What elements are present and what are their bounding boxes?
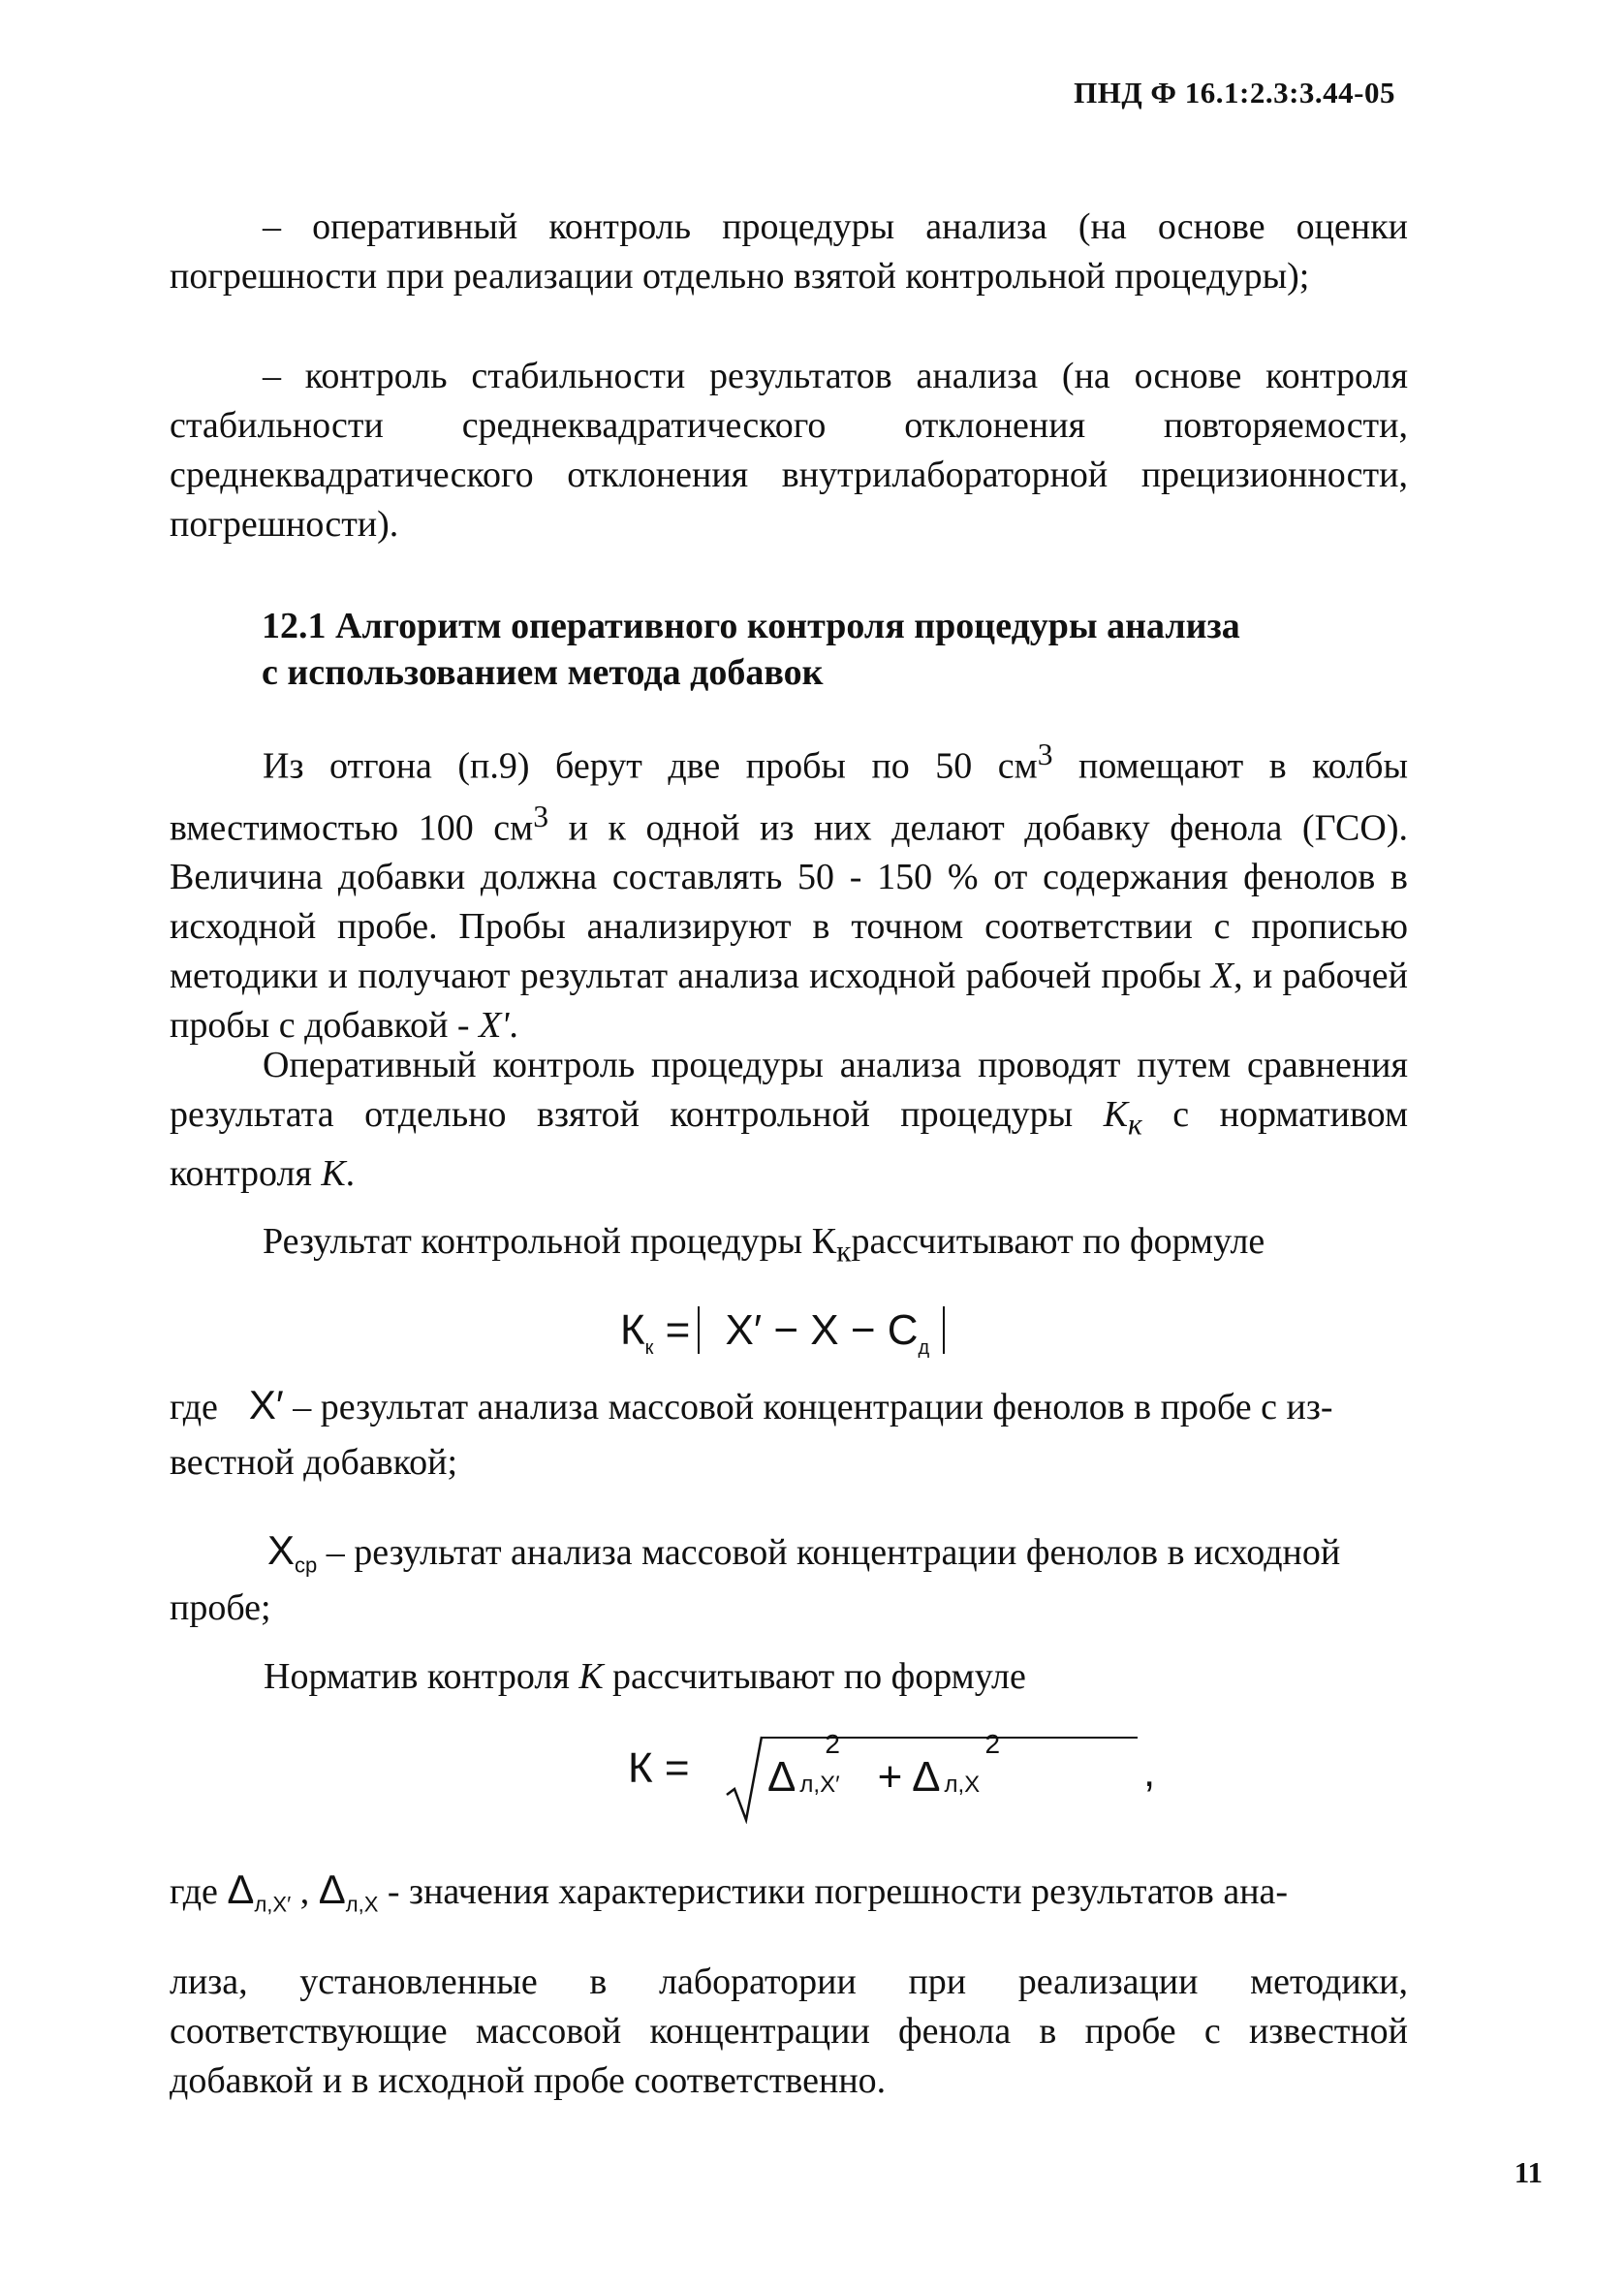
absolute-value-bars: $X' - X - C_д$ [698, 1306, 945, 1354]
paragraph-sampling: Из отгона (п.9) берут две пробы по 50 $см^3$ помещают в колбы вместимостью 100 $см^3$ и к одной из них делают добавку фенола (ГСО). Величина добавки должна составлять 50 - 150 % от содержания фенолов в исходной пробе. Пробы анализируют в точном соответствии с прописью методики и получают результат анализа исходной рабочей пробы X, и рабочей пробы с добавкой - X'. [170, 737, 1409, 1047]
page-number: 11 [1514, 2155, 1543, 2189]
definition-x-prime-cont: вестной добавкой; [170, 1442, 458, 1483]
paragraph-kk-intro: Результат контрольной процедуры $К_крассчитывают$ по формуле [263, 1221, 1265, 1269]
radical-bar [762, 1737, 1138, 1739]
formula-kk: $К_к = X' - X - C_д$ [620, 1306, 945, 1360]
definition-deltas: где $\Delta_{л,X'}$ , $\Delta_{л,X}$ - значения характеристики погрешности результатов ана- [170, 1867, 1289, 1917]
section-heading-line1: 12.1 Алгоритм оперативного контроля процедуры анализа [262, 606, 1240, 646]
definition-deltas-cont: лиза, установленные в лаборатории при реализации методики, соответствующие массовой концентрации фенола в пробе с известной добавкой и в исходной пробе соответственно. [170, 1961, 1408, 2101]
definition-x-cp-cont: пробе; [170, 1587, 271, 1628]
section-heading-line2: с использованием метода добавок [262, 652, 824, 693]
square-root-sign [725, 1735, 764, 1824]
paragraph-k-intro: Норматив контроля К рассчитывают по формуле [264, 1656, 1026, 1697]
document-page: ПНД Ф 16.1:2.3:3.44-05 – оперативный контроль процедуры анализа (на основе оценки погрешности при реализации отдельно взятой контрольной процедуры); – контроль стабильности результатов анализа (на основе контроля стабильности среднеквадратического отклонения повторяемости, среднеквадратического отклонения внутрилабораторной прецизионности, погрешности). 12.1 Алгоритм оперативного контроля процедуры анализа с использованием метода добавок Из отгона (п.9) берут две пробы по 50 $см^3$ помещают в колбы вместимостью 100 $см^3$ и к одной из них делают добавку фенола (ГСО). Величина добавки должна составлять 50 - 150 % от содержания фенолов в исходной пробе. Пробы анализируют в точном соответствии с прописью методики и получают результат анализа исходной рабочей пробы X, и рабочей пробы с добавкой - X'. Оперативный контроль процедуры анализа проводят путем сравнения результата отдельно взятой контрольной процедуры $К_к$ с нормативом контроля К. Результат контрольной процедуры $К_крассчитывают$ по формуле $К_к = X' - X - C_д$ где X′ – результат анализа массовой концентрации фенолов в пробе с из- вестной добавкой; $X_{ср}$ – результат анализа массовой концентрации фенолов в исходной пробе; Норматив контроля К рассчитывают по формуле К = Δ 2 л,X′ + Δ 2 л,X , где $\Delta_{л,X'}$ , $\Delta_{л,X}$ - значения характеристики погрешности результатов ана- лиза, установленные в лаборатории при реализации методики, соответствующие массовой концентрации фенола в пробе с известной добавкой и в исходной пробе соответственно. 11 [170, 76, 1543, 2189]
document-code-header: ПНД Ф 16.1:2.3:3.44-05 [1074, 76, 1395, 110]
intro-item-stability-control: – контроль стабильности результатов анализа (на основе контроля стабильности среднеквадратического отклонения повторяемости, среднеквадратического отклонения внутрилабораторной прецизионности, погрешности). [170, 356, 1408, 545]
radicand: Δ 2 л,X′ + Δ 2 л,X [767, 1729, 1001, 1801]
intro-item-operational-control: – оперативный контроль процедуры анализа (на основе оценки погрешности при реализации отдельно взятой контрольной процедуры); [170, 206, 1408, 297]
definition-x-cp: $X_{ср}$ – результат анализа массовой концентрации фенолов в исходной [267, 1527, 1341, 1578]
definition-x-prime: где X′ – результат анализа массовой концентрации фенолов в пробе с из- [170, 1382, 1333, 1427]
section-heading [262, 603, 1327, 696]
paragraph-comparison: Оперативный контроль процедуры анализа проводят путем сравнения результата отдельно взятой контрольной процедуры $К_к$ с нормативом контроля К. [170, 1045, 1408, 1194]
